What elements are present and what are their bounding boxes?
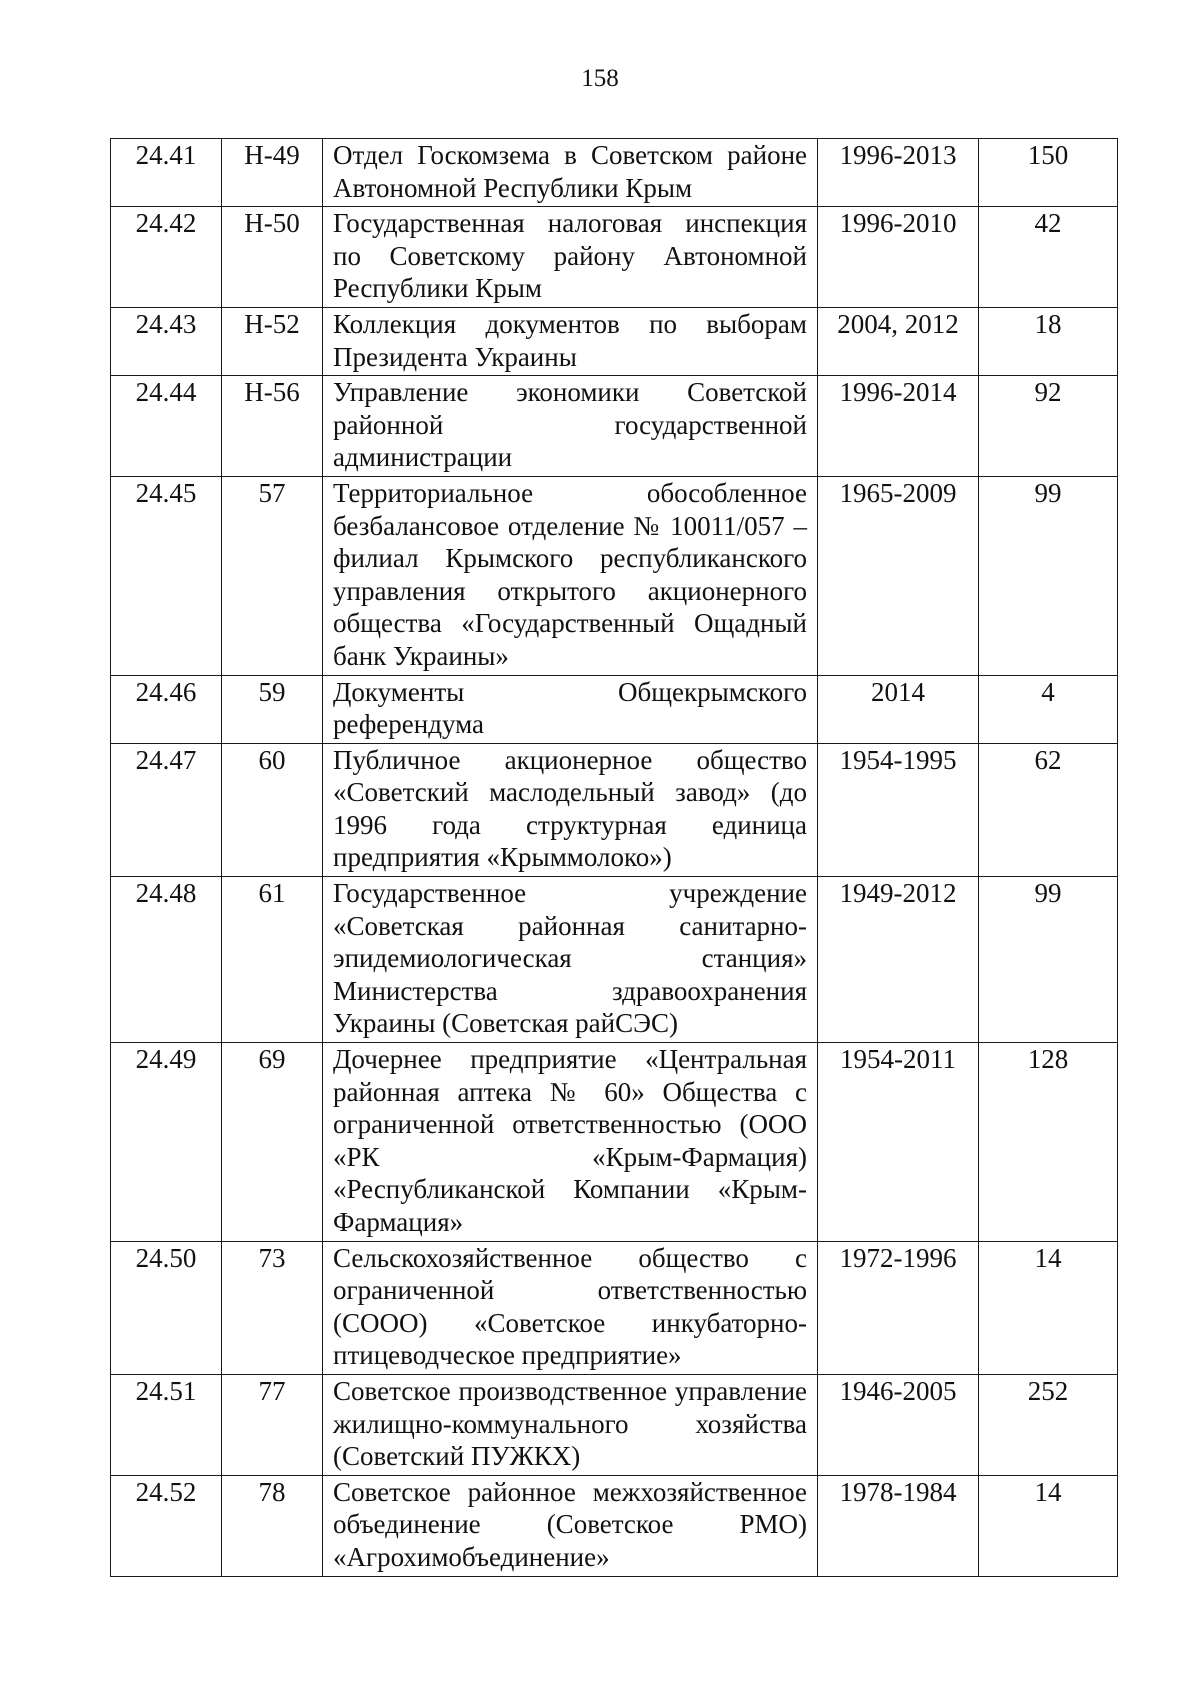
- table-row: [111, 1043, 1118, 1242]
- fund-name: Советское районное межхозяйственное объединение (Советское РМО) «Агрохимобъединение»: [323, 1475, 818, 1576]
- fund-number: 57: [222, 476, 323, 675]
- fund-name: Территориальное обособленное безбалансовое отделение № 10011/057 – филиал Крымского республиканского управления открытого акционерного общества «Государственный Ощадный банк Украины»: [323, 476, 818, 675]
- fund-number: 77: [222, 1374, 323, 1475]
- file-count: 150: [979, 139, 1118, 207]
- file-count: 92: [979, 376, 1118, 477]
- file-count: 42: [979, 207, 1118, 308]
- file-count: 18: [979, 307, 1118, 375]
- row-index: 24.44: [111, 376, 222, 477]
- table-row: [111, 476, 1118, 675]
- fund-number: Н-50: [222, 207, 323, 308]
- table-row: [111, 877, 1118, 1043]
- date-range: 1996-2013: [818, 139, 979, 207]
- date-range: 1978-1984: [818, 1475, 979, 1576]
- fund-name: Управление экономики Советской районной государственной администрации: [323, 376, 818, 477]
- date-range: 1954-1995: [818, 743, 979, 876]
- date-range: 1965-2009: [818, 476, 979, 675]
- fund-number: 78: [222, 1475, 323, 1576]
- row-index: 24.52: [111, 1475, 222, 1576]
- archive-fund-table: [110, 138, 1118, 1577]
- fund-name: Отдел Госкомзема в Советском районе Автономной Республики Крым: [323, 139, 818, 207]
- date-range: 1996-2010: [818, 207, 979, 308]
- file-count: 252: [979, 1374, 1118, 1475]
- row-index: 24.50: [111, 1241, 222, 1374]
- fund-number: 59: [222, 675, 323, 743]
- fund-number: Н-52: [222, 307, 323, 375]
- fund-name: Государственное учреждение «Советская районная санитарно-эпидемиологическая станция» Министерства здравоохранения Украины (Советская райСЭС): [323, 877, 818, 1043]
- fund-name: Государственная налоговая инспекция по Советскому району Автономной Республики Крым: [323, 207, 818, 308]
- fund-number: 73: [222, 1241, 323, 1374]
- date-range: 1972-1996: [818, 1241, 979, 1374]
- row-index: 24.47: [111, 743, 222, 876]
- table-row: [111, 1374, 1118, 1475]
- fund-name: Коллекция документов по выборам Президента Украины: [323, 307, 818, 375]
- file-count: 99: [979, 877, 1118, 1043]
- fund-name: Публичное акционерное общество «Советский маслодельный завод» (до 1996 года структурная единица предприятия «Крыммолоко»): [323, 743, 818, 876]
- fund-number: 69: [222, 1043, 323, 1242]
- table-row: [111, 1241, 1118, 1374]
- fund-name: Сельскохозяйственное общество с ограниченной ответственностью (СООО) «Советское инкубаторно-птицеводческое предприятие»: [323, 1241, 818, 1374]
- fund-number: 60: [222, 743, 323, 876]
- file-count: 14: [979, 1475, 1118, 1576]
- file-count: 62: [979, 743, 1118, 876]
- fund-name: Дочернее предприятие «Центральная районная аптека № 60» Общества с ограниченной ответственностью (ООО «РК «Крым-Фармация) «Республиканской Компании «Крым-Фармация»: [323, 1043, 818, 1242]
- table-row: [111, 1475, 1118, 1576]
- page-number: 158: [581, 65, 619, 92]
- table-row: [111, 307, 1118, 375]
- fund-number: Н-56: [222, 376, 323, 477]
- file-count: 14: [979, 1241, 1118, 1374]
- table-body: [111, 139, 1118, 1577]
- fund-name: Советское производственное управление жилищно-коммунального хозяйства (Советский ПУЖКХ): [323, 1374, 818, 1475]
- date-range: 1946-2005: [818, 1374, 979, 1475]
- row-index: 24.41: [111, 139, 222, 207]
- row-index: 24.42: [111, 207, 222, 308]
- file-count: 128: [979, 1043, 1118, 1242]
- fund-name: Документы Общекрымского референдума: [323, 675, 818, 743]
- fund-number: Н-49: [222, 139, 323, 207]
- date-range: 1954-2011: [818, 1043, 979, 1242]
- table-row: [111, 207, 1118, 308]
- table-row: [111, 675, 1118, 743]
- date-range: 2004, 2012: [818, 307, 979, 375]
- row-index: 24.48: [111, 877, 222, 1043]
- date-range: 2014: [818, 675, 979, 743]
- file-count: 4: [979, 675, 1118, 743]
- row-index: 24.49: [111, 1043, 222, 1242]
- row-index: 24.43: [111, 307, 222, 375]
- row-index: 24.51: [111, 1374, 222, 1475]
- table-row: [111, 376, 1118, 477]
- row-index: 24.45: [111, 476, 222, 675]
- row-index: 24.46: [111, 675, 222, 743]
- date-range: 1949-2012: [818, 877, 979, 1043]
- fund-number: 61: [222, 877, 323, 1043]
- date-range: 1996-2014: [818, 376, 979, 477]
- table-row: [111, 139, 1118, 207]
- table-row: [111, 743, 1118, 876]
- file-count: 99: [979, 476, 1118, 675]
